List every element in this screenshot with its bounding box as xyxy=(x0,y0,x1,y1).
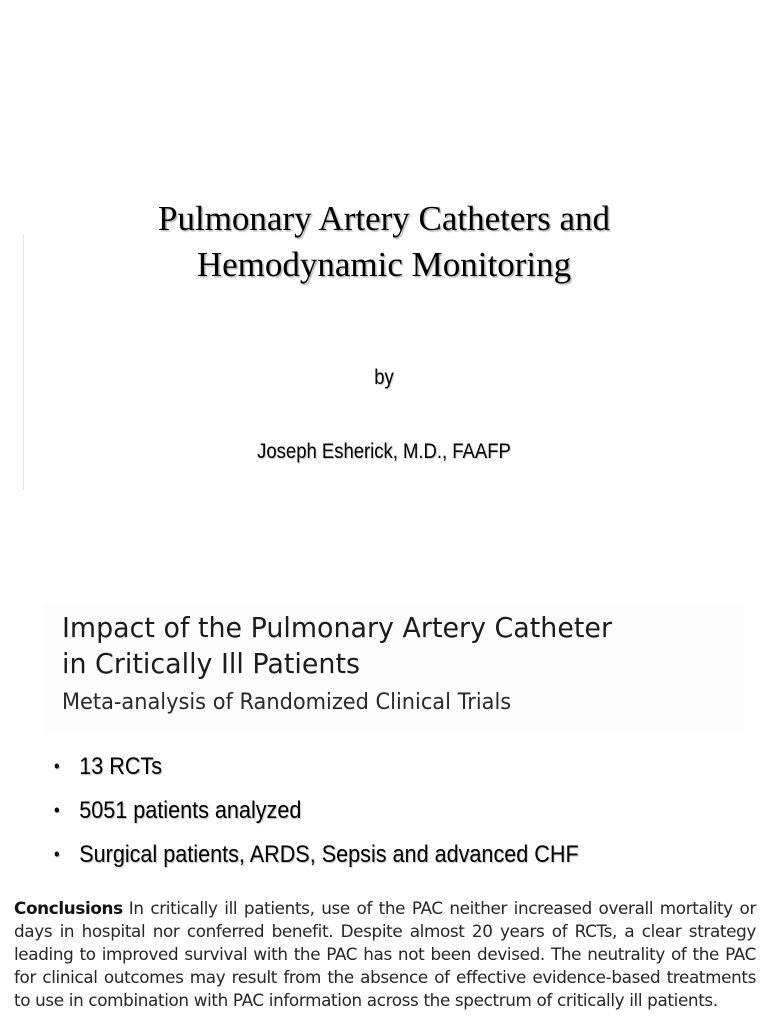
bullet-item xyxy=(54,792,579,836)
meta-analysis-slide xyxy=(0,512,768,1024)
bullet-item xyxy=(54,748,579,792)
article-subtitle: Meta-analysis of Randomized Clinical Trials xyxy=(62,690,512,715)
article-title xyxy=(62,610,612,682)
bullet-text: 13 RCTs xyxy=(79,753,163,780)
article-title-line-2: in Critically Ill Patients xyxy=(62,647,360,680)
bullet-icon: • xyxy=(54,756,60,776)
title-line-2: Hemodynamic Monitoring xyxy=(196,245,572,284)
presentation-title xyxy=(0,196,768,288)
bullet-icon: • xyxy=(54,800,60,820)
conclusions-paragraph xyxy=(14,897,756,1012)
bullet-text: 5051 patients analyzed xyxy=(79,797,302,824)
conclusions-text: In critically ill patients, use of the PAC neither increased overall mortality or days in hospital nor conferred benefit. Despite almost 20 years of RCTs, a clear strategy leading to improved survival with the PAC has not been devised. The neutrality of the PAC for clinical outcomes may result from the absence of effective evidence-based treatments to use in combination with PAC information across the spectrum of critically ill patients. xyxy=(14,898,756,1010)
author-name: Joseph Esherick, M.D., FAAFP xyxy=(257,440,511,463)
bullet-text: Surgical patients, ARDS, Sepsis and advanced CHF xyxy=(79,841,579,868)
bullet-item xyxy=(54,836,579,880)
bullet-icon: • xyxy=(54,844,60,864)
title-line-1: Pulmonary Artery Catheters and xyxy=(158,199,610,238)
article-title-line-1: Impact of the Pulmonary Artery Catheter xyxy=(62,611,613,644)
byline: by xyxy=(374,366,394,389)
bullet-list xyxy=(54,748,637,880)
conclusions-label: Conclusions xyxy=(14,898,123,918)
